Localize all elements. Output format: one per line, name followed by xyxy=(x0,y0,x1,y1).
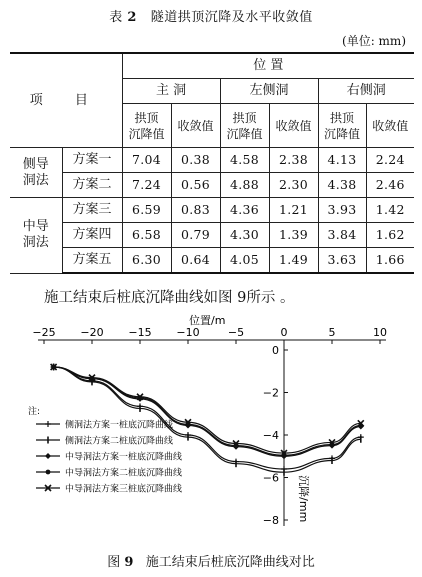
table-cell: 3.63 xyxy=(318,248,366,274)
plan-name: 方案一 xyxy=(62,148,122,173)
method-name: 中导 洞法 xyxy=(10,198,62,274)
table-row xyxy=(10,248,414,274)
figure-title: 施工结束后桩底沉降曲线对比 xyxy=(145,555,315,570)
table-label: 表 xyxy=(109,10,123,25)
group-header-right: 右侧洞 xyxy=(318,79,414,104)
table-cell: 1.42 xyxy=(366,198,414,223)
table-row xyxy=(10,198,414,223)
y-tick-label: −2 xyxy=(262,386,279,400)
table-cell: 2.30 xyxy=(269,173,318,198)
table-cell: 3.93 xyxy=(318,198,366,223)
legend-marker-3 xyxy=(45,453,51,459)
table-cell: 0.56 xyxy=(171,173,220,198)
sub-header: 收敛值 xyxy=(171,104,220,148)
table-cell: 0.64 xyxy=(171,248,220,274)
table-cell: 4.05 xyxy=(220,248,269,274)
legend-label-2: 侧洞法方案二桩底沉降曲线 xyxy=(65,436,174,447)
x-tick-label: −15 xyxy=(128,326,152,339)
table-cell: 4.13 xyxy=(318,148,366,173)
table-cell: 3.84 xyxy=(318,223,366,248)
body-paragraph: 施工结束后桩底沉降曲线如图 9所示 。 xyxy=(44,290,295,306)
table-cell: 0.38 xyxy=(171,148,220,173)
method-name: 侧导 洞法 xyxy=(10,148,62,198)
figure-label: 图 xyxy=(107,555,121,570)
table-cell: 6.58 xyxy=(122,223,171,248)
y-tick-label: −6 xyxy=(262,471,279,485)
table-row xyxy=(10,173,414,198)
table-cell: 4.88 xyxy=(220,173,269,198)
x-axis-label: 位置/m xyxy=(188,314,226,327)
plan-name: 方案二 xyxy=(62,173,122,198)
x-tick-label: 5 xyxy=(328,326,336,339)
table-cell: 0.83 xyxy=(171,198,220,223)
x-tick-label: 10 xyxy=(373,326,387,339)
y-tick-label: −4 xyxy=(262,429,279,442)
table-cell: 4.38 xyxy=(318,173,366,198)
group-header-main: 主 洞 xyxy=(122,79,220,104)
x-tick-label: −20 xyxy=(80,326,104,339)
item-header: 项 目 xyxy=(10,53,122,148)
figure-caption xyxy=(0,551,422,570)
table-cell: 1.62 xyxy=(366,223,414,248)
table-number: 2 xyxy=(127,10,137,25)
settlement-chart xyxy=(0,308,422,548)
table-cell: 7.24 xyxy=(122,173,171,198)
legend-label-3: 中导洞法方案一桩底沉降曲线 xyxy=(65,452,183,463)
table-row xyxy=(10,223,414,248)
x-tick-label: −10 xyxy=(176,326,200,339)
legend-marker-4 xyxy=(46,470,51,475)
legend-title: 注: xyxy=(28,407,41,417)
group-header-left: 左侧洞 xyxy=(220,79,318,104)
table-cell: 1.21 xyxy=(269,198,318,223)
sub-header: 拱顶 沉降值 xyxy=(318,104,366,148)
legend-label-4: 中导洞法方案二桩底沉降曲线 xyxy=(65,468,183,479)
table-cell: 0.79 xyxy=(171,223,220,248)
table-cell: 1.39 xyxy=(269,223,318,248)
y-tick-label: −8 xyxy=(262,514,279,527)
table-cell: 1.66 xyxy=(366,248,414,274)
table-title: 隧道拱顶沉降及水平收敛值 xyxy=(150,10,313,25)
plan-name: 方案三 xyxy=(62,198,122,223)
sub-header: 收敛值 xyxy=(366,104,414,148)
table-cell: 2.24 xyxy=(366,148,414,173)
sub-header: 收敛值 xyxy=(269,104,318,148)
x-tick-label: −25 xyxy=(32,326,56,339)
x-tick-label: −5 xyxy=(227,326,245,339)
table-caption xyxy=(0,6,422,25)
table-cell: 6.30 xyxy=(122,248,171,274)
sub-header: 拱顶 沉降值 xyxy=(122,104,171,148)
legend-label-5: 中导洞法方案三桩底沉降曲线 xyxy=(65,484,183,495)
table-unit: (单位: mm) xyxy=(342,34,406,48)
table-cell: 4.36 xyxy=(220,198,269,223)
table-row xyxy=(10,148,414,173)
table-cell: 4.30 xyxy=(220,223,269,248)
table-cell: 7.04 xyxy=(122,148,171,173)
table-cell: 1.49 xyxy=(269,248,318,274)
legend-marker-1 xyxy=(45,421,51,427)
plan-name: 方案四 xyxy=(62,223,122,248)
plan-name: 方案五 xyxy=(62,248,122,274)
table-cell: 6.59 xyxy=(122,198,171,223)
y-axis-label: 沉降/mm xyxy=(297,475,310,523)
x-tick-label: 0 xyxy=(280,326,288,339)
sub-header: 拱顶 沉降值 xyxy=(220,104,269,148)
table-cell: 4.58 xyxy=(220,148,269,173)
position-header: 位 置 xyxy=(122,53,414,79)
settlement-table xyxy=(10,52,414,274)
legend-label-1: 侧洞法方案一桩底沉降曲线 xyxy=(65,420,174,431)
figure-number: 9 xyxy=(124,555,134,570)
table-cell: 2.38 xyxy=(269,148,318,173)
y-tick-label: 0 xyxy=(272,344,279,357)
table-cell: 2.46 xyxy=(366,173,414,198)
